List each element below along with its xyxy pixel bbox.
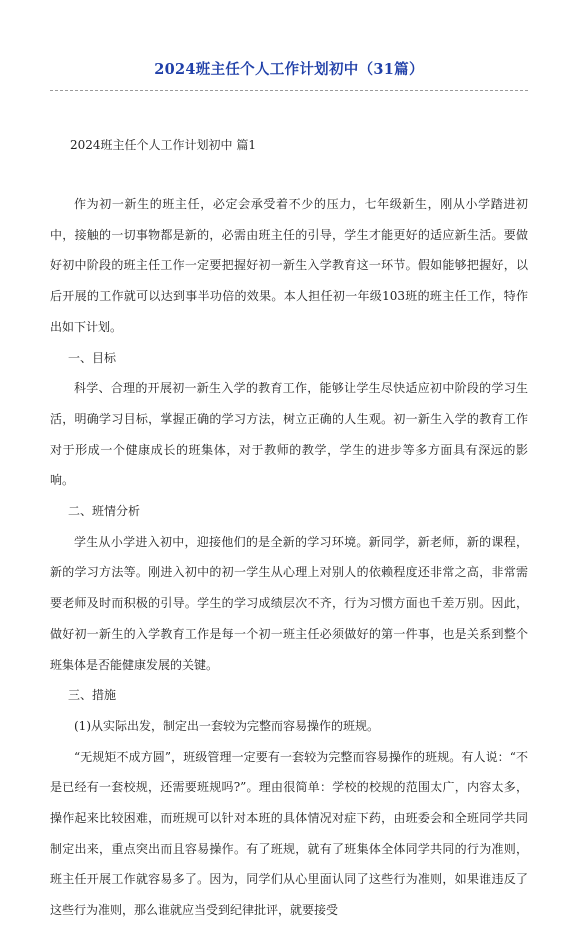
paragraph-intro: 作为初一新生的班主任，必定会承受着不少的压力，七年级新生，刚从小学踏进初中，接触的一切事物都是新的，必需由班主任的引导，学生才能更好的适应新生活。要做好初中阶段的班主任工作一定要把握好初一新生入学教育这一环节。假如能够把握好，以后开展的工作就可以达到事半功倍的效果。本人担任初一年级103班的班主任工作，特作出如下计划。 [50, 197, 528, 334]
heading-measures: 三、措施 [68, 688, 117, 703]
heading-goals: 一、目标 [68, 350, 117, 365]
paragraph-measure-1: (1)从实际出发，制定出一套较为完整而容易操作的班规。 [74, 718, 380, 733]
paragraph-goals: 科学、合理的开展初一新生入学的教育工作，能够让学生尽快适应初中阶段的学习生活，明确学习目标，掌握正确的学习方法，树立正确的人生观。初一新生入学的教育工作对于形成一个健康成长的班集体，对于教师的教学，学生的进步等多方面具有深远的影响。 [50, 381, 528, 488]
title-divider [50, 90, 528, 91]
paragraph-class-analysis: 学生从小学进入初中，迎接他们的是全新的学习环境。新同学，新老师，新的课程，新的学习方法等。刚进入初中的初一学生从心理上对别人的依赖程度还非常之高，非常需要老师及时而积极的引导。学生的学习成绩层次不齐，行为习惯方面也千差万别。因此，做好初一新生的入学教育工作是每一个初一班主任必须做好的第一件事，也是关系到整个班集体是否能健康发展的关键。 [50, 534, 528, 672]
document-title: 2024班主任个人工作计划初中（31篇） [154, 61, 424, 78]
heading-class-analysis: 二、班情分析 [68, 504, 141, 519]
body-text [50, 189, 528, 926]
paragraph-class-rules: “无规矩不成方圆”，班级管理一定要有一套较为完整而容易操作的班规。有人说：“不是已经有一套校规，还需要班规吗?”。理由很简单：学校的校规的范围太广，内容太多，操作起来比较困难，而班规可以针对本班的具体情况对症下药，由班委会和全班同学共同制定出来，重点突出而且容易操作。有了班规，就有了班集体全体同学共同的行为准则，班主任开展工作就容易多了。因为，同学们从心里面认同了这些行为准则，如果谁违反了这些行为准则，那么谁就应当受到纪律批评，就要接受 [50, 749, 528, 918]
section-title: 2024班主任个人工作计划初中 篇1 [70, 138, 256, 152]
